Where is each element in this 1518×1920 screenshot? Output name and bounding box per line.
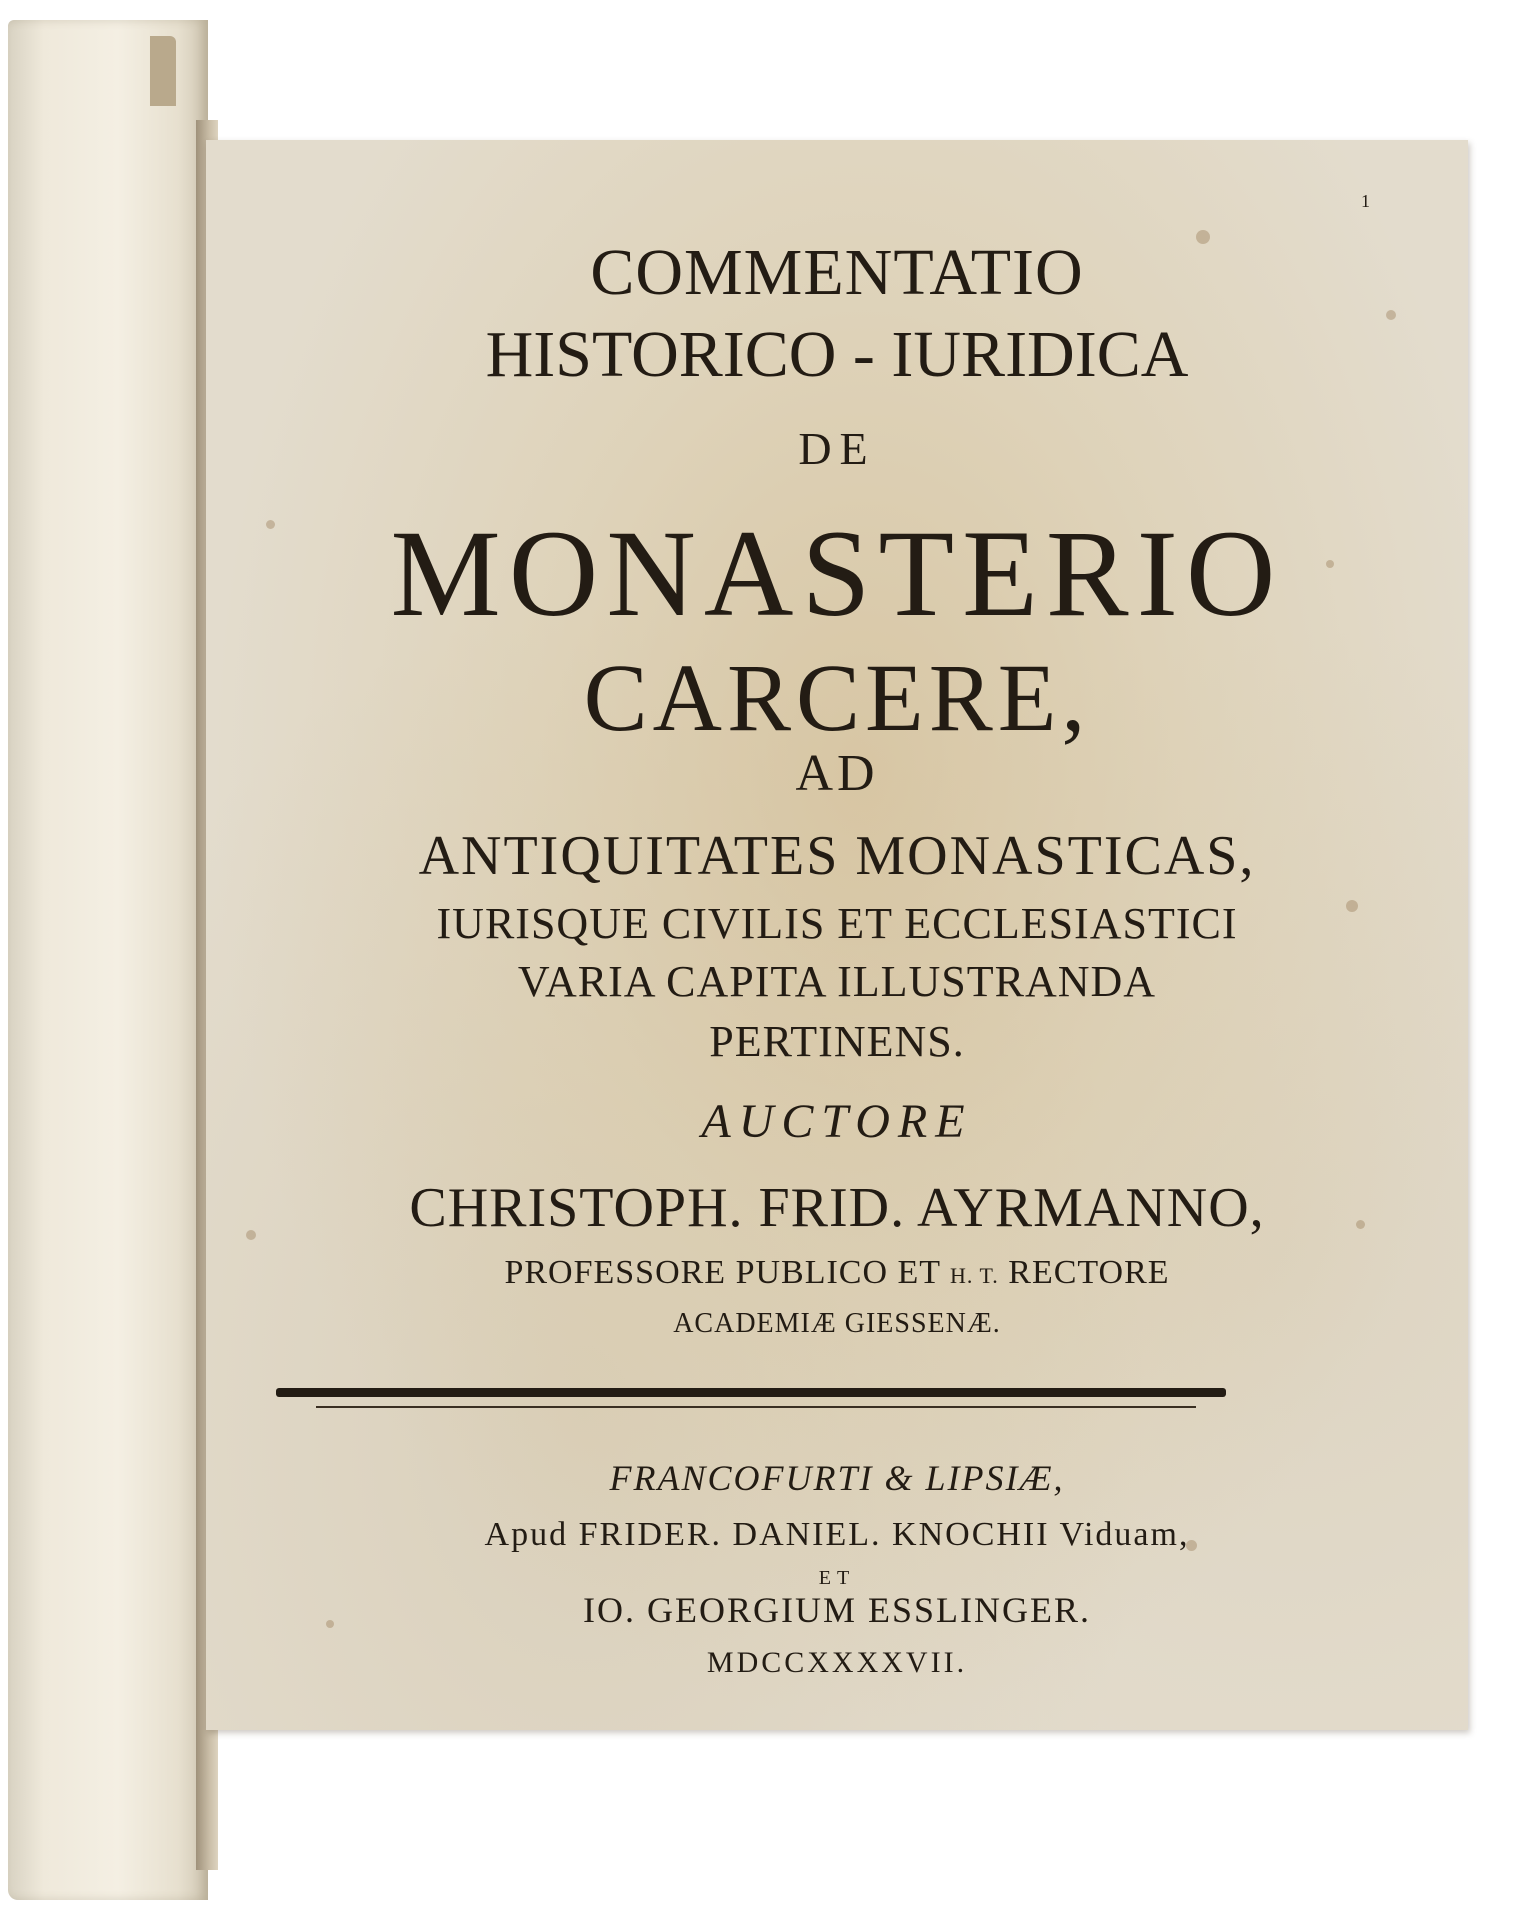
imprint-year: MDCCXXXXVII.: [706, 1646, 968, 1679]
imprint-publisher-2: IO. GEORGIUM ESSLINGER.: [583, 1590, 1091, 1630]
imprint-place: FRANCOFURTI & LIPSIÆ,: [609, 1458, 1065, 1498]
title-line-1: COMMENTATIO: [590, 236, 1084, 309]
title-page-text: [206, 140, 1468, 1730]
title-line-2: HISTORICO - IURIDICA: [485, 318, 1189, 391]
subject-line-2: CARCERE,: [583, 644, 1091, 751]
author-title-b: RECTORE: [998, 1254, 1170, 1291]
author-title: [206, 1256, 1468, 1290]
subject-line-1: MONASTERIO: [390, 505, 1284, 642]
author-title-ht: H. T.: [949, 1263, 999, 1288]
author-name: CHRISTOPH. FRID. AYRMANNO,: [409, 1177, 1265, 1239]
divider-thick-rule: [276, 1388, 1226, 1397]
author-title-a: PROFESSORE PUBLICO ET: [504, 1254, 950, 1291]
author-affiliation: ACADEMIÆ GIESSENÆ.: [673, 1308, 1001, 1339]
corner-mark: 1: [1361, 191, 1370, 211]
imprint-conjunction: ET: [818, 1567, 856, 1589]
divider-thin-rule: [316, 1406, 1196, 1408]
vellum-binding: [8, 20, 208, 1900]
author-label: AUCTORE: [701, 1095, 973, 1148]
imprint-publisher-1: Apud FRIDER. DANIEL. KNOCHII Viduam,: [484, 1516, 1190, 1553]
scope-line-3: VARIA CAPITA ILLUSTRANDA: [517, 957, 1157, 1006]
scope-line-4: PERTINENS.: [709, 1017, 965, 1066]
binding-spine-edge: [150, 36, 176, 106]
preposition: DE: [798, 423, 876, 474]
scope-line-2: IURISQUE CIVILIS ET ECCLESIASTICI: [436, 899, 1238, 948]
connector: AD: [795, 745, 879, 802]
scope-line-1: ANTIQUITATES MONASTICAS,: [418, 825, 1256, 887]
